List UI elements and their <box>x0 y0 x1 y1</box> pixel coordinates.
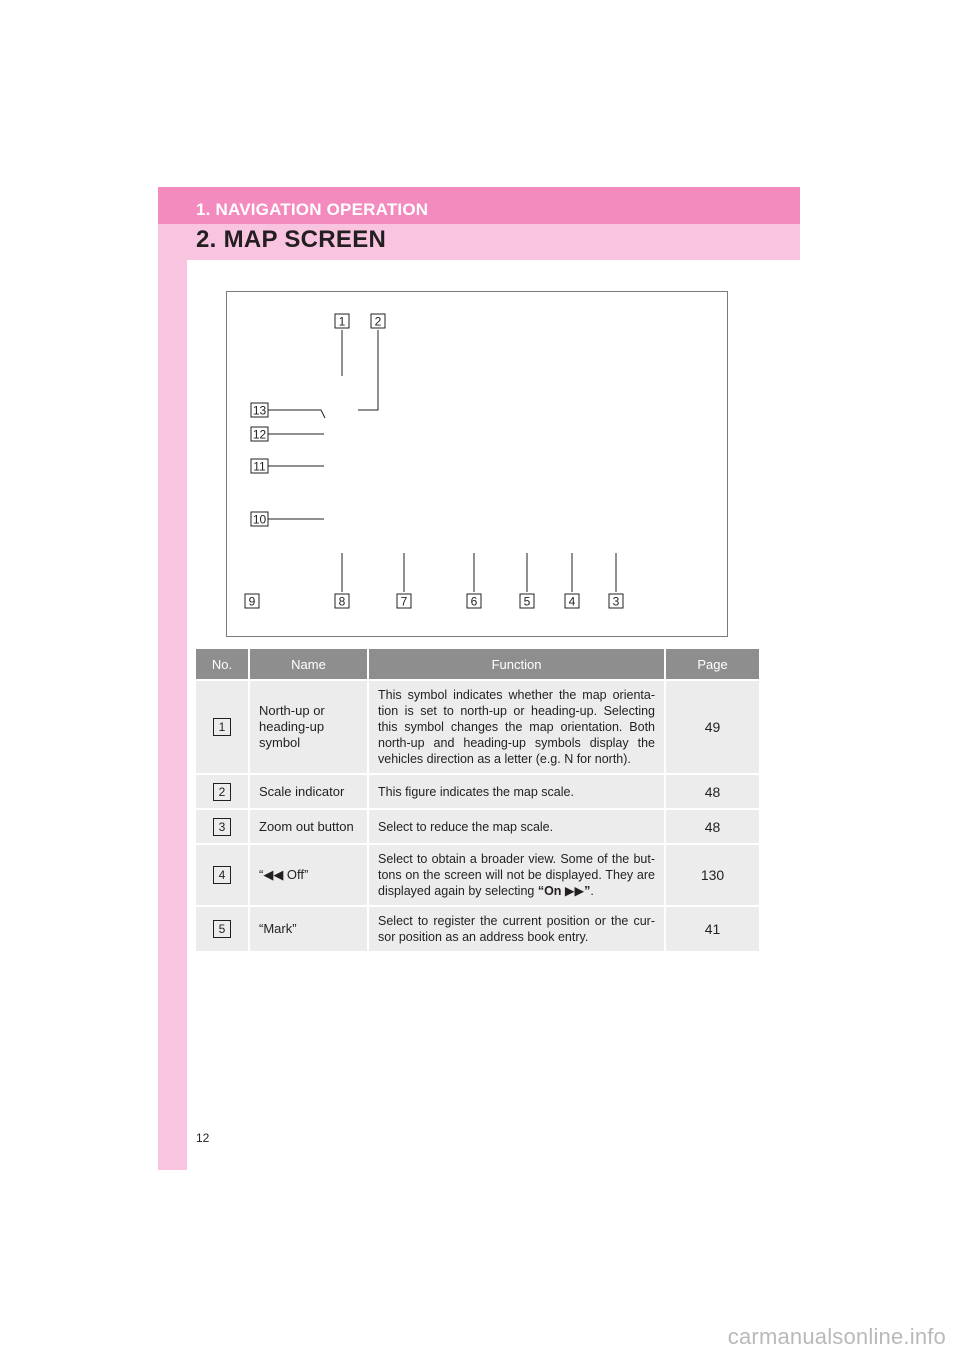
table-row <box>196 907 759 951</box>
row-name: Scale indicator <box>250 775 369 808</box>
row-number: 4 <box>213 866 231 884</box>
callout-8 <box>335 594 349 609</box>
svg-text:13: 13 <box>252 403 267 418</box>
svg-text:5: 5 <box>523 594 531 609</box>
callout-2 <box>371 314 385 329</box>
on-button-reference: “On ▶▶” <box>537 884 591 898</box>
row-name: “◀◀ Off” <box>250 845 369 905</box>
page-title: 2. MAP SCREEN <box>196 226 387 253</box>
callout-13 <box>251 403 268 418</box>
map-screen-figure <box>226 291 728 637</box>
leader-line-13 <box>268 410 325 418</box>
section-label: 1. NAVIGATION OPERATION <box>196 200 429 219</box>
page-number: 12 <box>196 1131 210 1145</box>
callout-7 <box>397 594 411 609</box>
callout-9 <box>245 594 259 609</box>
watermark: carmanualsonline.info <box>727 1324 946 1349</box>
svg-text:6: 6 <box>470 594 478 609</box>
header-function: Function <box>369 649 666 679</box>
row-function: Select to obtain a broader view. Some of the but-tons on the screen will not be displayed. They are displayed again by selecting “On ▶▶”. <box>369 845 666 905</box>
row-function: Select to register the current position or the cur-sor position as an address book entry. <box>369 907 666 951</box>
svg-text:7: 7 <box>400 594 408 609</box>
row-page: 130 <box>666 845 759 905</box>
side-strip <box>158 187 187 1170</box>
callout-11 <box>251 459 268 474</box>
svg-text:8: 8 <box>338 594 346 609</box>
row-page: 49 <box>666 681 759 773</box>
callout-1 <box>335 314 349 329</box>
header-page: Page <box>666 649 759 679</box>
row-number: 2 <box>213 783 231 801</box>
row-number: 3 <box>213 818 231 836</box>
row-page: 48 <box>666 775 759 808</box>
header-no: No. <box>196 649 250 679</box>
table-header-row <box>196 649 759 679</box>
svg-text:4: 4 <box>568 594 576 609</box>
table-row <box>196 845 759 905</box>
row-name: North-up or heading-up symbol <box>250 681 369 773</box>
svg-text:9: 9 <box>248 594 256 609</box>
row-page: 41 <box>666 907 759 951</box>
row-page: 48 <box>666 810 759 843</box>
callout-diagram <box>227 292 729 638</box>
table-row <box>196 681 759 773</box>
callout-4 <box>565 594 579 609</box>
row-number: 1 <box>213 718 231 736</box>
callout-5 <box>520 594 534 609</box>
table-row <box>196 775 759 808</box>
callout-6 <box>467 594 481 609</box>
row-number: 5 <box>213 920 231 938</box>
header-name: Name <box>250 649 369 679</box>
map-screen-table <box>196 647 759 953</box>
row-function: This symbol indicates whether the map orienta-tion is set to north-up or heading-up. Selecting this symbol changes the map orientation. Both north-up and heading-up symbols display the vehicles direction as a letter (e.g. N for north). <box>369 681 666 773</box>
svg-text:11: 11 <box>253 459 266 474</box>
svg-text:1: 1 <box>338 314 346 329</box>
svg-text:2: 2 <box>374 314 382 329</box>
callout-12 <box>251 427 268 442</box>
svg-text:3: 3 <box>612 594 620 609</box>
svg-text:10: 10 <box>252 512 267 527</box>
row-name: Zoom out button <box>250 810 369 843</box>
row-function: This figure indicates the map scale. <box>369 775 666 808</box>
row-function: Select to reduce the map scale. <box>369 810 666 843</box>
leader-line-2 <box>358 330 378 410</box>
callout-10 <box>251 512 268 527</box>
callout-3 <box>609 594 623 609</box>
svg-text:12: 12 <box>252 427 267 442</box>
table-row <box>196 810 759 843</box>
row-name: “Mark” <box>250 907 369 951</box>
